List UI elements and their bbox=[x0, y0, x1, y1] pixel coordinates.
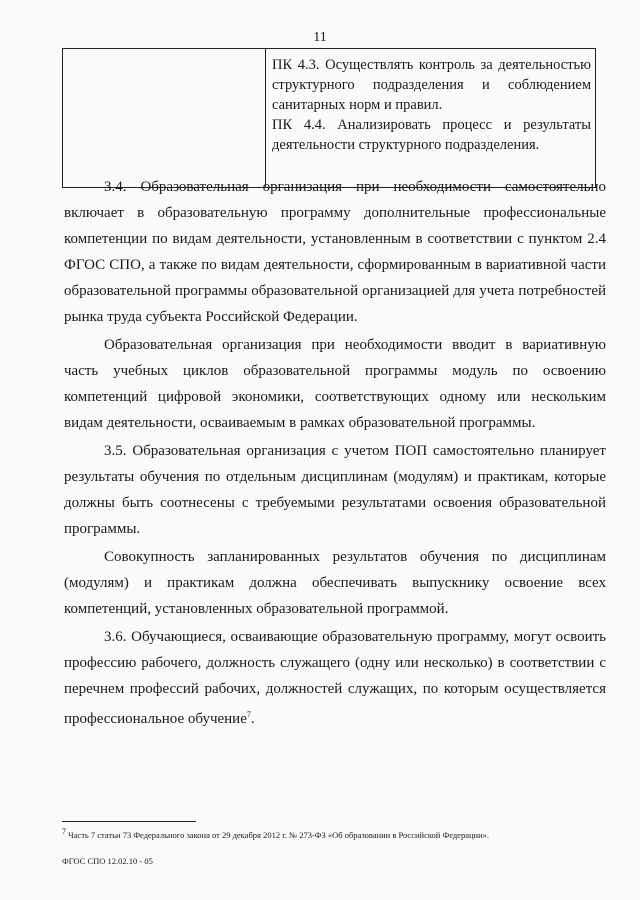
paragraph-3-4: 3.4. Образовательная организация при необходимости самостоятельно включает в образовательную программу дополнительные профессиональные компетенции по видам деятельности, установленным в соответствии с пунктом 2.4 ФГОС СПО, а также по видам деятельности, сформированным в вариативной части образовательной программы образовательной организацией для учета потребностей рынка труда субъекта Российской Федерации. bbox=[64, 179, 606, 325]
paragraph-3-6-text: 3.6. Обучающиеся, осваивающие образовательную программу, могут освоить профессию рабочего, должность служащего (одну или несколько) в соответствии с перечнем профессий рабочих, должностей служащих, по которым осуществляется профессиональное обучение bbox=[64, 629, 606, 727]
competencies-table bbox=[62, 48, 596, 188]
footnote-text: Часть 7 статьи 73 Федерального закона от 29 декабря 2012 г. № 273-ФЗ «Об образовании в Российской Федерации». bbox=[68, 829, 489, 840]
page-number: 11 bbox=[313, 30, 327, 45]
footnote bbox=[62, 826, 602, 841]
paragraph-digital-economy: Образовательная организация при необходимости вводит в вариативную часть учебных циклов образовательной программы модуль по освоению компетенций цифровой экономики, соответствующих одному или нескольким видам деятельности, осваиваемым в рамках образовательной программы. bbox=[64, 337, 606, 431]
table-left-cell bbox=[63, 49, 266, 187]
table-right-cell bbox=[266, 49, 595, 187]
document-body bbox=[64, 174, 606, 732]
table-row-pk-4-3: ПК 4.3. Осуществлять контроль за деятельностью структурного подразделения и соблюдением санитарных норм и правил. bbox=[272, 57, 591, 113]
paragraph-3-5: 3.5. Образовательная организация с учетом ПОП самостоятельно планирует результаты обучения по отдельным дисциплинам (модулям) и практикам, которые должны быть соотнесены с требуемыми результатами освоения образовательной программы. bbox=[64, 443, 606, 537]
footnote-reference: 7 bbox=[246, 710, 251, 719]
footnote-divider bbox=[62, 821, 196, 822]
document-code: ФГОС СПО 12.02.10 - 05 bbox=[62, 856, 153, 866]
table-row-pk-4-4: ПК 4.4. Анализировать процесс и результаты деятельности структурного подразделения. bbox=[272, 117, 591, 153]
paragraph-3-6: 3.6. Обучающиеся, осваивающие образовательную программу, могут освоить профессию рабочего, должность служащего (одну или несколько) в соответствии с перечнем профессий рабочих, должностей служащих, по которым осуществляется профессиональное обучение$^7$. bbox=[64, 629, 606, 727]
footnote-marker: 7 bbox=[62, 827, 66, 836]
paragraph-learning-outcomes: Совокупность запланированных результатов обучения по дисциплинам (модулям) и практикам должна обеспечивать выпускнику освоение всех компетенций, установленных образовательной программой. bbox=[64, 549, 606, 617]
